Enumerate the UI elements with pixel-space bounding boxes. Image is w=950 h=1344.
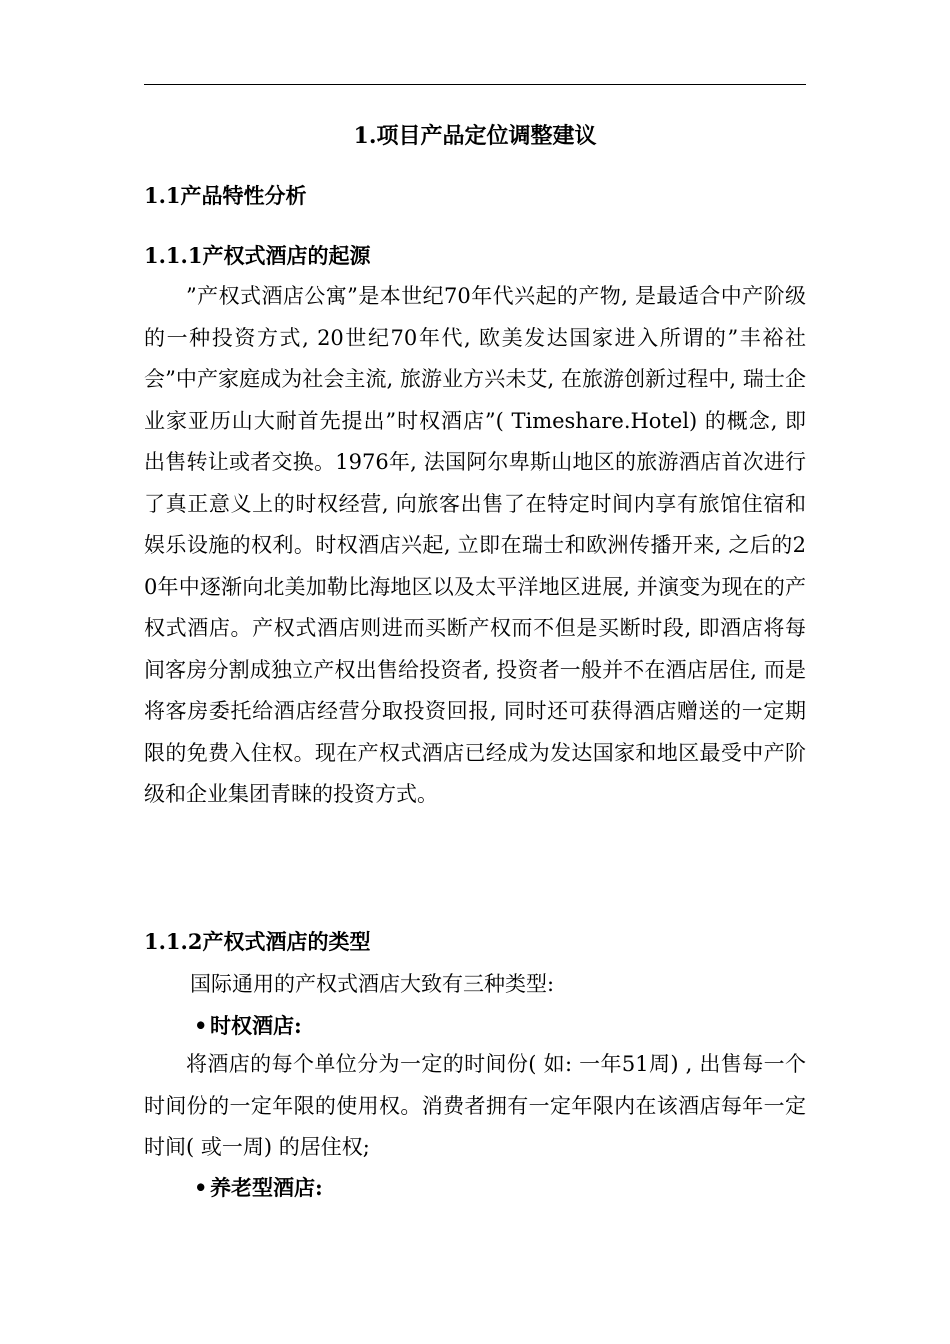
section-heading-1-1-2: 1.1.2产权式酒店的类型: [144, 929, 371, 954]
section-heading-1-1-1: 1.1.1产权式酒店的起源: [144, 243, 371, 268]
bullet-timeshare-hotel: [194, 1008, 302, 1044]
origin-paragraph: ”产权式酒店公寓”是本世纪70年代兴起的产物, 是最适合中产阶级的一种投资方式, 20世纪70年代, 欧美发达国家进入所谓的”丰裕社会”中产家庭成为社会主流, 旅游业方兴未艾, 在旅游创新过程中, 瑞士企业家亚历山大耐首先提出”时权酒店”( Timeshare.Hotel) 的概念, 即出售转让或者交换。1976年, 法国阿尔卑斯山地区的旅游酒店首次进行了真正意义上的时权经营, 向旅客出售了在特定时间内享有旅馆住宿和娱乐设施的权利。时权酒店兴起, 立即在瑞士和欧洲传播开来, 之后的20年中逐渐向北美加勒比海地区以及太平洋地区进展, 并演变为现在的产权式酒店。产权式酒店则进而买断产权而不但是买断时段, 即酒店将每间客房分割成独立产权出售给投资者, 投资者一般并不在酒店居住, 而是将客房委托给酒店经营分取投资回报, 同时还可获得酒店赠送的一定期限的免费入住权。现在产权式酒店已经成为发达国家和地区最受中产阶级和企业集团青睐的投资方式。: [144, 284, 806, 806]
types-intro: 国际通用的产权式酒店大致有三种类型:: [190, 972, 555, 996]
bullet-retirement-hotel: [194, 1170, 323, 1206]
bullet-dot: •: [194, 1175, 208, 1200]
document-page: [144, 0, 806, 1344]
bullet-dot: •: [194, 1013, 208, 1038]
bullet-label: 时权酒店:: [210, 1013, 302, 1038]
header-rule: [144, 84, 806, 85]
section-heading-1-1: 1.1产品特性分析: [144, 183, 307, 208]
bullet-label: 养老型酒店:: [210, 1175, 323, 1200]
document-title: 1.项目产品定位调整建议: [353, 123, 597, 149]
timeshare-description: 将酒店的每个单位分为一定的时间份( 如: 一年51周) , 出售每一个时间份的一定年限的使用权。消费者拥有一定年限内在该酒店每年一定时间( 或一周) 的居住权;: [144, 1052, 806, 1159]
